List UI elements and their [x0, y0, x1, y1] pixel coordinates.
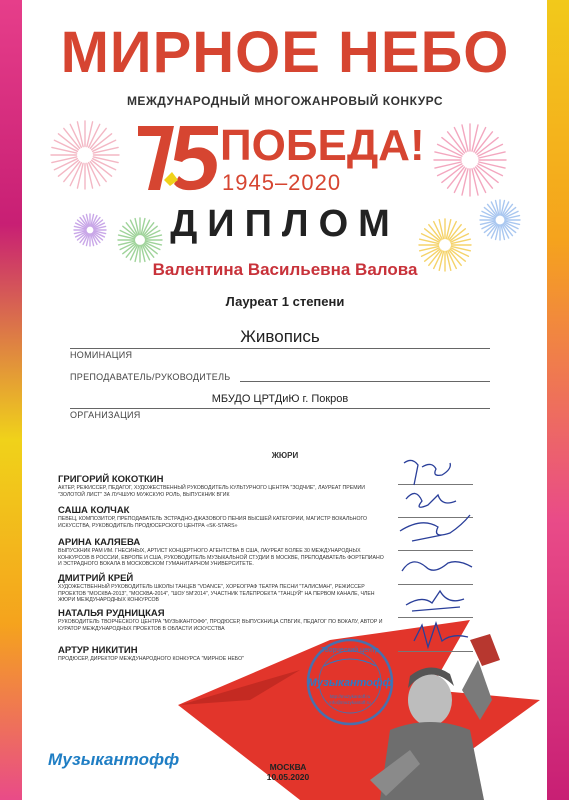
jury-member-name: ГРИГОРИЙ КОКОТКИН — [58, 474, 164, 485]
jury-member-description: ПЕВЕЦ, КОМПОЗИТОР, ПРЕПОДАВАТЕЛЬ ЭСТРАДНО-ДЖАЗОВОГО ПЕНИЯ ВЫСШЕЙ КАТЕГОРИИ, МАГИСТР ВОКАЛЬНОГО ИСКУССТВА, РУКОВОДИТЕЛЬ ПРОДЮСЕРСКОГО ЦЕНТРА «SK-STARS» — [58, 516, 368, 529]
jury-member-name: АРИНА КАЛЯЕВА — [58, 537, 141, 548]
emblem-years: 1945–2020 — [222, 170, 342, 195]
jury-member-name: НАТАЛЬЯ РУДНИЦКАЯ — [58, 608, 165, 619]
recipient-name: Валентина Васильевна Валова — [152, 260, 418, 279]
organization-label: ОРГАНИЗАЦИЯ — [70, 410, 141, 420]
jury-member — [58, 474, 388, 498]
stamp-arc-text: Творческий центр — [321, 647, 379, 654]
jury-member — [58, 537, 388, 568]
jury-member-name: САША КОЛЧАК — [58, 505, 130, 516]
footer-city-date — [248, 762, 328, 782]
contest-title: МИРНОЕ НЕБО — [60, 20, 510, 85]
jury-member — [58, 505, 388, 529]
footer-date: 10.05.2020 — [266, 772, 310, 782]
jury-member-description: ВЫПУСКНИК РАМ ИМ. ГНЕСИНЫХ, АРТИСТ КОНЦЕРТНОГО АГЕНТСТВА В США, ЛАУРЕАТ БОЛЕЕ 30 МЕЖДУНАРОДНЫХ КОНКУРСОВ В РОССИИ, ЕВРОПЕ И США, РУКОВОДИТЕЛЬ МУЗЫКАЛЬНОЙ СТУДИИ В МОСКВЕ, ПРЕПОДАВАТЕЛЬ ФОРТЕПИАНО И ЭСТРАДНОГО ВОКАЛА В МОСКОВСКОМ ГУМАНИТАРНОМ УНИВЕРСИТЕТЕ. — [58, 548, 384, 567]
jury-member — [58, 573, 388, 604]
jury-member-description: ПРОДЮСЕР, ДИРЕКТОР МЕЖДУНАРОДНОГО КОНКУРСА "МИРНОЕ НЕБО" — [58, 656, 245, 662]
stamp-small-line-2: info@muzykantoff.ru — [329, 700, 371, 705]
jury-member-description: АКТЕР, РЕЖИССЕР, ПЕДАГОГ, ХУДОЖЕСТВЕННЫЙ РУКОВОДИТЕЛЬ КУЛЬТУРНОГО ЦЕНТРА "ЗОДЧИЕ", ЛАУРЕАТ ПРЕМИИ "ЗОЛОТОЙ ЛИСТ" ЗА ЛУЧШУЮ МУЖСКУЮ РОЛЬ, ВЫПУСКНИК ВГИК — [58, 485, 365, 498]
jury-member-description: РУКОВОДИТЕЛЬ ТВОРЧЕСКОГО ЦЕНТРА "МУЗЫКАНТОФФ", ПРОДЮСЕР, ВЫПУСКНИЦА СПБГИК, ПЕДАГОГ ПО ВОКАЛУ, АВТОР И КУРАТОР МЕЖДУНАРОДНЫХ ПРОЕКТОВ В ОБЛАСТИ ИСКУССТВА — [58, 619, 383, 632]
award-level: Лауреат 1 степени — [225, 294, 345, 309]
jury-member-name: АРТУР НИКИТИН — [58, 645, 138, 656]
jury-member-name: ДМИТРИЙ КРЕЙ — [58, 573, 134, 584]
jury-signatures — [392, 455, 492, 655]
diploma-heading: ДИПЛОМ — [170, 203, 400, 245]
contest-subtitle: МЕЖДУНАРОДНЫЙ МНОГОЖАНРОВЫЙ КОНКУРС — [126, 94, 444, 108]
nomination-label: НОМИНАЦИЯ — [70, 350, 133, 360]
jury-member — [58, 608, 388, 632]
organization-stamp — [304, 636, 396, 728]
organization-value: МБУДО ЦРТДиЮ г. Покров — [211, 393, 349, 405]
stamp-small-line-1: http://muzykantoff.ru — [329, 694, 371, 699]
emblem-word: ПОБЕДА! — [220, 121, 425, 170]
teacher-label: ПРЕПОДАВАТЕЛЬ/РУКОВОДИТЕЛЬ — [70, 372, 231, 382]
nomination-value: Живопись — [240, 327, 320, 346]
footer-city: МОСКВА — [269, 762, 307, 772]
jury-member-description: ХУДОЖЕСТВЕННЫЙ РУКОВОДИТЕЛЬ ШКОЛЫ ТАНЦЕВ "VDANCE", ХОРЕОГРАФ ТЕАТРА ПЕСНИ "ТАЛИСМАН", РЕЖИССЕР ПРОЕКТОВ "МОСКВА-2013", "МОСКВА-2014", "ШОУ 5М'2014", УЧАСТНИК ТЕЛЕПРОЕКТА "ТАНЦУЙ" НА ПЕРВОМ КАНАЛЕ, ЧЛЕН ЖЮРИ МЕЖДУНАРОДНЫХ КОНКУРСОВ — [58, 584, 375, 603]
stamp-center-text: Музыкантофф — [307, 677, 393, 689]
footer-brand-logo: Музыкантофф — [48, 750, 180, 769]
jury-title: ЖЮРИ — [271, 451, 299, 460]
